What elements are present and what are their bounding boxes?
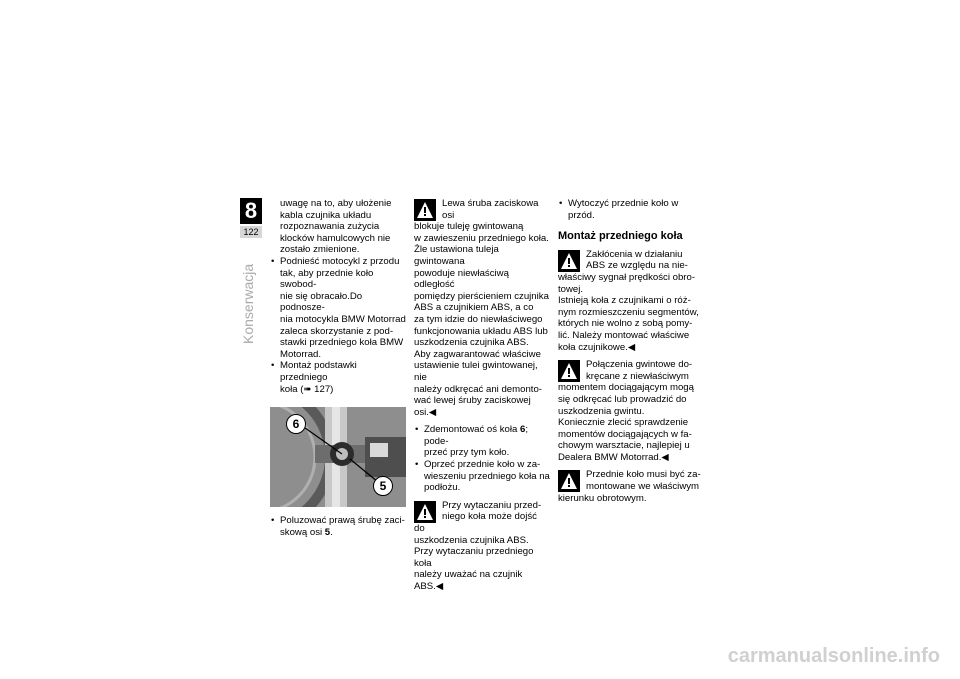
warning-icon (414, 501, 436, 523)
text-line: Źle ustawiona tuleja gwintowana (414, 244, 499, 267)
text-line: chowym warsztacie, najlepiej u (558, 440, 690, 452)
text-line: lić. Należy montować właściwe (558, 329, 690, 341)
warning-block (414, 500, 550, 593)
text-line: kręcane z niewłaściwym (586, 370, 689, 382)
text-line: ABS a czujnikiem ABS, a co (414, 302, 534, 314)
text-line: w zawieszeniu przedniego koła. (414, 232, 549, 244)
text-line: kierunku obrotowym. (558, 492, 647, 504)
text-line: przód. (568, 209, 595, 221)
section-heading: Montaż przedniego koła (558, 230, 683, 243)
text-line: • Wytoczyć przednie koło w (568, 198, 679, 209)
text-line: kabla czujnika układu (280, 209, 372, 221)
wheel-axle-photo (270, 407, 406, 507)
bullet-item (270, 360, 406, 395)
text-line: należy odkręcać ani demonto- (414, 383, 542, 395)
text-line: stawki przedniego koła BMW (280, 337, 404, 349)
warning-block (414, 198, 550, 418)
text-line: podłożu. (424, 482, 461, 494)
text-line: uszkodzenia gwintu. (558, 405, 645, 417)
text-line: wać lewej śruby zaciskowej osi.◀ (414, 395, 531, 418)
text-line: momentem dociągającym mogą (558, 382, 694, 394)
text-line: • Poluzować prawą śrubę zaci- (280, 515, 405, 527)
text-line: uszkodzenia czujnika ABS. (414, 534, 529, 546)
text-line: tak, aby przednie koło swobod- (280, 267, 374, 291)
column-3 (558, 198, 702, 504)
warning-block (558, 469, 702, 504)
warning-block (558, 249, 702, 353)
text-line: koła czujnikowe.◀ (558, 341, 636, 353)
text-run: ; pode- (424, 424, 528, 447)
text-line: przeć przy tym koło. (424, 447, 510, 459)
text-line: uwagę na to, aby ułożenie (280, 198, 392, 209)
callout-6: 6 (286, 414, 306, 434)
warning-icon (558, 250, 580, 272)
text-line: uszkodzenia czujnika ABS. (414, 337, 529, 349)
text-line: ustawienie tulei gwintowanej, nie (414, 360, 538, 383)
text-run: . (330, 526, 333, 538)
part-number: 5 (324, 526, 331, 538)
text-line: rozpoznawania zużycia (280, 221, 380, 233)
text-line: Koniecznie zlecić sprawdzenie (558, 417, 689, 429)
text-run: Zdemontować oś koła (424, 424, 520, 436)
text-line: się odkręcać lub prowadzić do (558, 393, 687, 405)
text-line: klocków hamulcowych nie (280, 232, 391, 244)
section-title: Konserwacja (240, 263, 256, 344)
warning-icon (558, 360, 580, 382)
text-line: Zakłócenia w działaniu (586, 248, 683, 260)
text-line: Aby zagwarantować właściwe (414, 348, 541, 360)
bullet-item (270, 515, 406, 538)
cross-reference-link[interactable]: koła (➠ 127) (280, 383, 334, 395)
text-line: właściwy sygnał prędkości obro- (558, 271, 696, 283)
text-line: wieszeniu przedniego koła na (424, 470, 550, 482)
text-line: towej. (558, 283, 584, 295)
watermark: carmanualsonline.info (727, 645, 940, 667)
text-line: należy uważać na czujnik ABS.◀ (414, 569, 523, 592)
text-line: Lewa śruba zaciskowa osi (442, 198, 539, 221)
chapter-number: 8 (240, 198, 262, 224)
part-number: 6 (519, 424, 526, 436)
text-line: funkcjonowania układu ABS lub (414, 325, 548, 337)
text-line: Motorrad. (280, 348, 322, 360)
text-line (280, 527, 406, 539)
continued-text (270, 198, 406, 256)
text-line: pomiędzy pierścieniem czujnika (414, 290, 549, 302)
text-line: blokuje tuleję gwintowaną (414, 221, 524, 233)
text-run: skową osi (280, 526, 325, 538)
text-line: • Montaż podstawki przedniego (280, 360, 357, 383)
text-line: • Oprzeć przednie koło w za- (424, 459, 541, 471)
text-line: Przy wytaczaniu przed- (442, 499, 542, 511)
page-number: 122 (240, 226, 262, 238)
text-line: Przy wytaczaniu przedniego koła (414, 546, 534, 569)
text-line: powoduje niewłaściwą odległość (414, 267, 509, 291)
text-line: nia motocykla BMW Motorrad (280, 313, 406, 325)
warning-icon (414, 199, 436, 221)
text-line: momentów dociągających w fa- (558, 428, 692, 440)
text-line: Istnieją koła z czujnikami o róż- (558, 295, 691, 307)
text-line: nie się obracało.Do podnosze- (280, 290, 363, 314)
text-line: nym rozmieszczeniu segmentów, (558, 306, 699, 318)
text-line: Przednie koło musi być za- (586, 469, 701, 481)
text-line: • Podnieść motocykl z przodu (280, 255, 400, 267)
warning-icon (558, 470, 580, 492)
column-1 (270, 198, 406, 538)
bullet-item (414, 459, 550, 494)
text-line: niego koła może dojść do (414, 511, 537, 535)
text-line: montowane we właściwym (586, 481, 700, 493)
bullet-item (414, 424, 550, 459)
text-line: ABS ze względu na nie- (586, 260, 688, 272)
bullet-item (558, 198, 702, 221)
text-line: których nie wolno z sobą pomy- (558, 318, 693, 330)
callout-5: 5 (373, 476, 393, 496)
text-line: zostało zmienione. (280, 244, 360, 256)
text-line (424, 424, 550, 447)
text-line: Połączenia gwintowe do- (586, 359, 693, 371)
warning-block (558, 359, 702, 463)
column-2 (414, 198, 550, 593)
text-line: za tym idzie do niewłaściwego (414, 313, 543, 325)
text-line: Dealera BMW Motorrad.◀ (558, 451, 669, 463)
bullet-item (270, 256, 406, 360)
text-line: zaleca skorzystanie z pod- (280, 325, 394, 337)
